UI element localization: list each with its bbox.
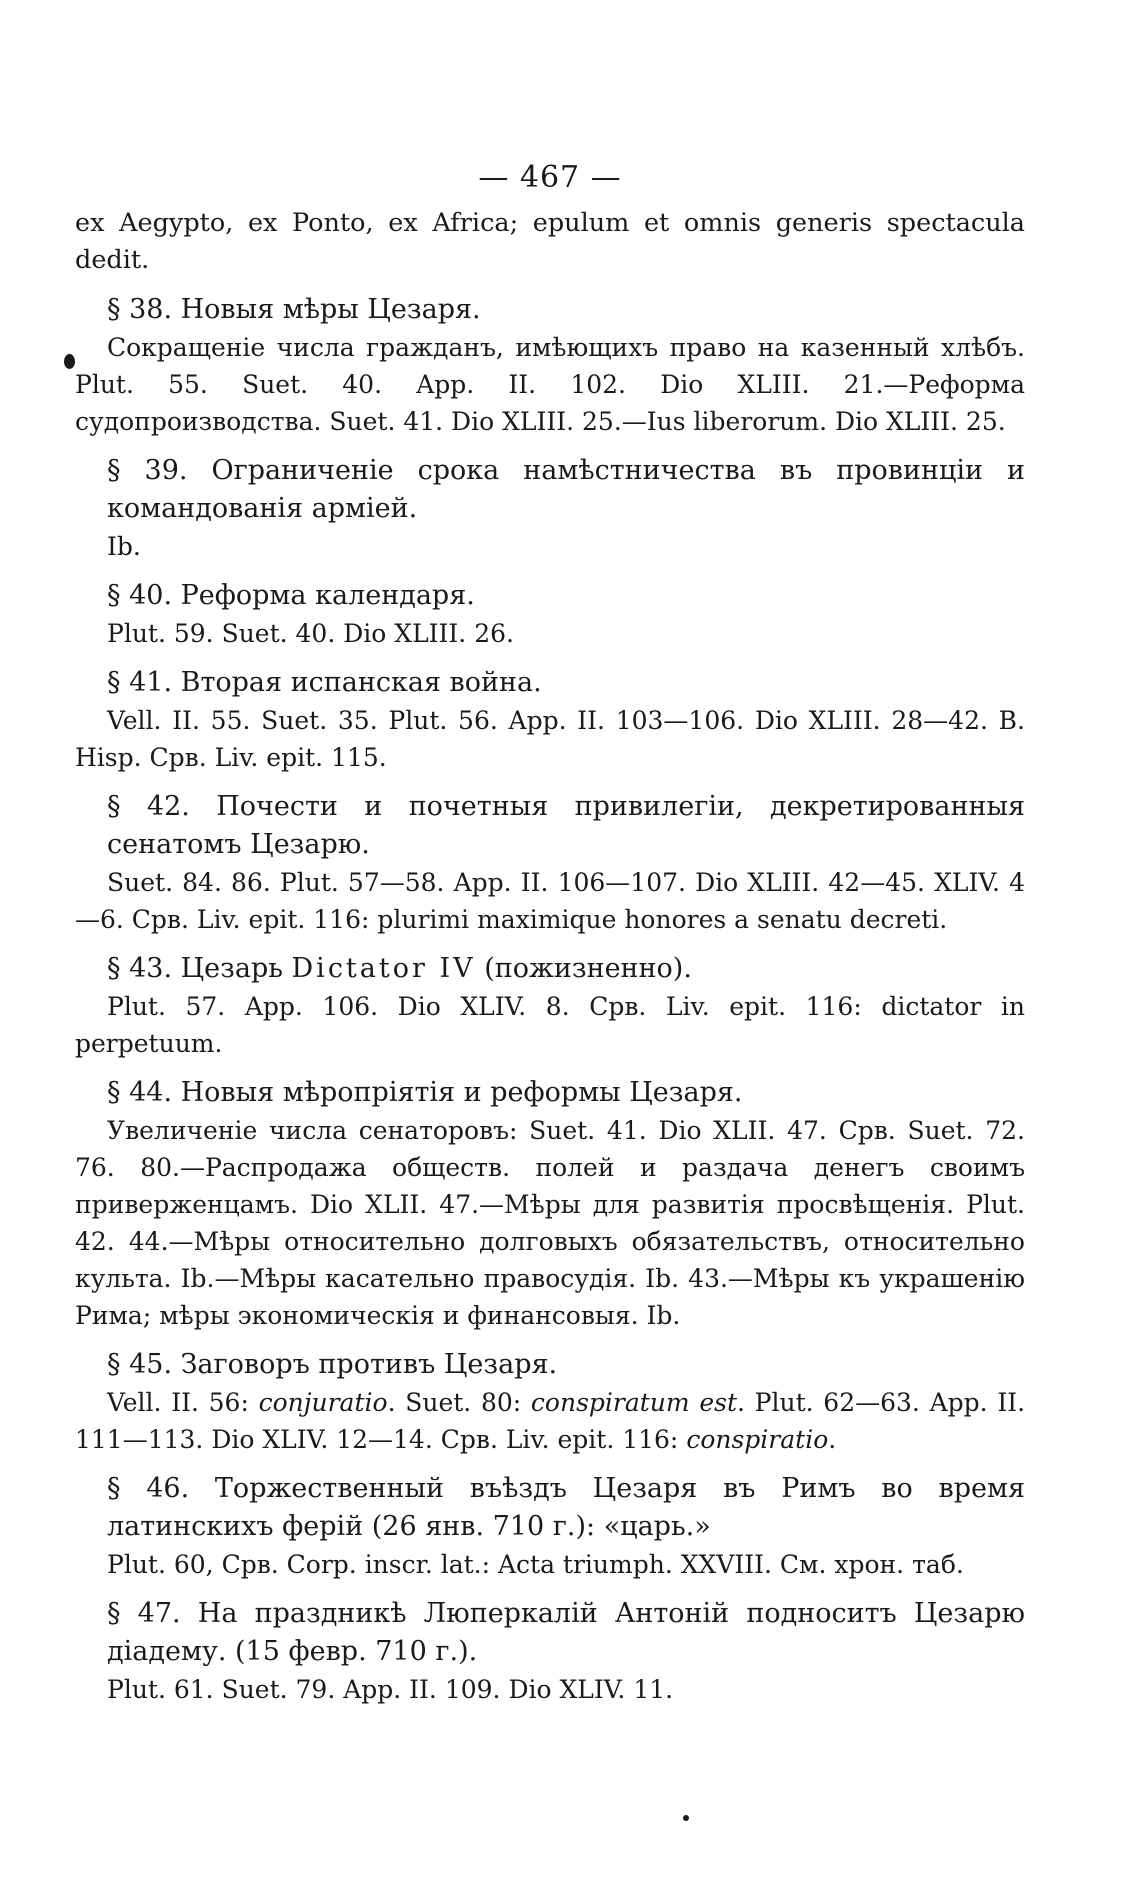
refs-45-part-e: . Plut. 62—63. App. II. 111—113. Dio XLIV. 12—14. Срв. Liv. epit. 116:: [75, 1388, 1026, 1454]
refs-45-conspiratio: conspiratio: [686, 1425, 829, 1454]
section-heading-43: [75, 950, 1025, 988]
section-heading-44: § 44. Новыя мѣропріятія и реформы Цезаря.: [107, 1077, 743, 1108]
page-number: — 467 —: [478, 160, 622, 195]
refs-45-part-a: Vell. II. 56:: [107, 1388, 259, 1417]
section-heading-43-title: Dictator IV: [291, 953, 476, 984]
intro-paragraph: ex Aegypto, ex Ponto, ex Africa; epulum et omnis generis spectacula dedit.: [75, 208, 1025, 275]
section-refs-38: Сокращеніе числа гражданъ, имѣющихъ право на казенный хлѣбъ. Plut. 55. Suet. 40. App. II. 102. Dio XLIII. 21.—Реформа судопроизводства. Suet. 41. Dio XLIII. 25.—Ius liberorum. Dio XLIII. 25.: [75, 333, 1025, 436]
refs-45-part-g: .: [828, 1425, 837, 1454]
section-refs-42: Suet. 84. 86. Plut. 57—58. App. II. 106—107. Dio XLIII. 42—45. XLIV. 4—6. Срв. Liv. epit. 116: plurimi maximique honores a senatu decreti.: [75, 868, 1025, 934]
section-heading-43-pre: § 43. Цезарь: [107, 953, 292, 984]
page-body: [75, 160, 1025, 1708]
section-heading-46: § 46. Торжественный въѣздъ Цезаря въ Римъ во время латинскихъ ферій (26 янв. 710 г.): «царь.»: [107, 1473, 1025, 1542]
section-refs-44: Увеличеніе числа сенаторовъ: Suet. 41. Dio XLII. 47. Срв. Suet. 72. 76. 80.—Распродажа обществ. полей и раздача денегъ своимъ приверженцамъ. Dio XLII. 47.—Мѣры для развитія просвѣщенія. Plut. 42. 44.—Мѣры относительно долговыхъ обязательствъ, относительно культа. Ib.—Мѣры касательно правосудія. Ib. 43.—Мѣры къ украшенію Рима; мѣры экономическія и финансовыя. Ib.: [75, 1116, 1025, 1330]
section-heading-39: § 39. Ограниченіе срока намѣстничества въ провинціи и командованія арміей.: [107, 455, 1025, 524]
refs-45-conspiratum: conspiratum est: [530, 1388, 738, 1417]
refs-45-conjuratio: conjuratio: [258, 1388, 388, 1417]
ink-dot-mark: [683, 1815, 689, 1821]
section-heading-42: § 42. Почести и почетныя привилегіи, декретированныя сенатомъ Цезарю.: [107, 791, 1025, 860]
refs-45-part-c: . Suet. 80:: [387, 1388, 531, 1417]
section-refs-47: Plut. 61. Suet. 79. App. II. 109. Dio XLIV. 11.: [107, 1675, 674, 1704]
section-refs-43: Plut. 57. App. 106. Dio XLIV. 8. Срв. Liv. epit. 116: dictator in perpetuum.: [75, 992, 1025, 1058]
section-refs-40: Plut. 59. Suet. 40. Dio XLIII. 26.: [107, 619, 514, 648]
section-refs-39: Ib.: [107, 532, 141, 561]
section-refs-45: [75, 1384, 1025, 1458]
section-heading-41: § 41. Вторая испанская война.: [107, 667, 542, 698]
ink-blot-mark: [64, 354, 75, 369]
section-heading-45: § 45. Заговоръ противъ Цезаря.: [107, 1349, 558, 1380]
section-heading-47: § 47. На праздникѣ Люперкалій Антоній подноситъ Цезарю діадему. (15 февр. 710 г.).: [107, 1598, 1025, 1667]
section-heading-38: § 38. Новыя мѣры Цезаря.: [107, 294, 481, 325]
section-refs-46: Plut. 60, Срв. Corp. inscr. lat.: Acta triumph. XXVIII. См. хрон. таб.: [107, 1550, 964, 1579]
section-refs-41: Vell. II. 55. Suet. 35. Plut. 56. App. II. 103—106. Dio XLIII. 28—42. B. Hisp. Срв. Liv. epit. 115.: [75, 706, 1025, 772]
section-heading-43-post: (пожизненно).: [475, 953, 692, 984]
section-heading-40: § 40. Реформа календаря.: [107, 580, 475, 611]
